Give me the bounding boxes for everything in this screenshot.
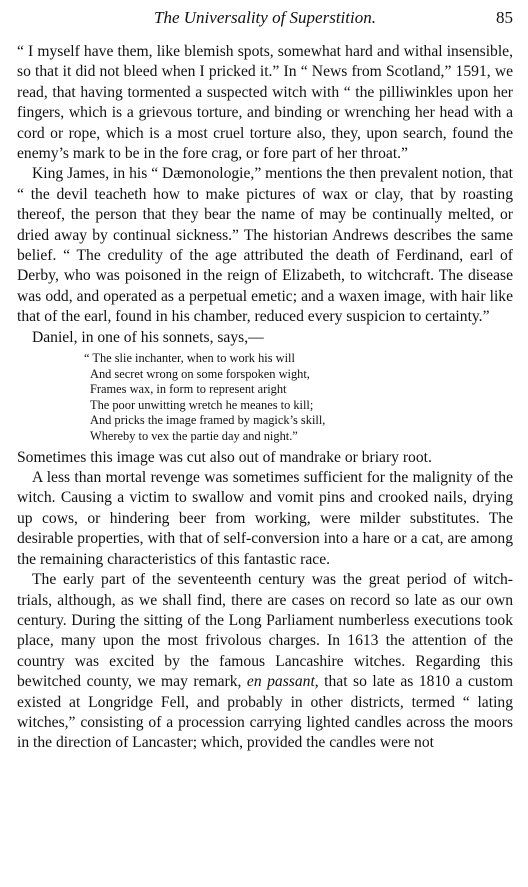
witch-trials-text-continued: that so late as 1810 a custom existed at Longridge Fell, and probably in other districts, termed “ lating witches,” consisting of a procession carrying lighted candles across the moors in the direction of Lancaster; which, provided the candles were not [17, 673, 513, 752]
body-text [17, 42, 513, 754]
page-number: 85 [496, 8, 513, 27]
sonnet-quotation [84, 351, 513, 445]
verse-line: And pricks the image framed by magick’s skill, [90, 413, 326, 428]
book-page [17, 6, 513, 754]
paragraph-revenge: A less than mortal revenge was sometimes sufficient for the malignity of the witch. Causing a victim to swallow and vomit pins and crooked nails, drying up cows, or hindering beer from working, were milder substitutes. The desirable properties, with that of self-conversion into a hare or a cat, are among the remaining characteristics of this fantastic race. [17, 469, 513, 568]
witch-trials-text: The early part of the seventeenth century was the great period of witch-trials, although, as we shall find, there are cases on record so late as our own century. During the sitting of the Long Parliament numberless executions took place, many upon the most frivolous charges. In 1613 the attention of the country was excited by the famous Lancashire witches. Regarding this bewitched county, we may remark, [17, 571, 513, 691]
paragraph-blemish-spots: “ I myself have them, like blemish spots, somewhat hard and withal insensible, so that it did not bleed when I pricked it.” In “ News from Scotland,” 1591, we read, that having tormented a suspected witch with “ the pilliwinkles upon her fingers, which is a grievous torture, and binding or wrenching her head with a cord or rope, which is a most cruel torture also, they, upon search, found the enemy’s mark to be in the fore crag, or fore part of her throat.” [17, 43, 513, 163]
paragraph-witch-trials [17, 570, 513, 754]
page-header [17, 6, 513, 32]
running-title: The Universality of Superstition. [154, 8, 376, 27]
verse-line: And secret wrong on some forspoken wight, [90, 366, 310, 381]
verse-line: The poor unwitting wretch he meanes to kill; [90, 397, 314, 412]
paragraph-daniel-intro: Daniel, in one of his sonnets, says,— [32, 328, 264, 346]
paragraph-daemonologie: King James, in his “ Dæmonologie,” mentions the then prevalent notion, that “ the devil teacheth how to make pictures of wax or clay, that by roasting thereof, the person that they bear the name of may be continually melted, or dried away by continual sickness.” The historian Andrews describes the same belief. “ The credulity of the age attributed the death of Ferdinand, earl of Derby, who was poisoned in the reign of Elizabeth, to witchcraft. The disease was odd, and operated as a perpetual emetic; and a waxen image, with hair like that of the earl, found in his chamber, reduced every suspicion to certainty.” [17, 165, 513, 326]
verse-line: Whereby to vex the partie day and night.” [90, 429, 298, 444]
italic-phrase: en passant, [246, 673, 319, 691]
verse-line: “ The slie inchanter, when to work his will [84, 351, 295, 366]
verse-line: Frames wax, in form to represent aright [90, 382, 287, 397]
paragraph-mandrake: Sometimes this image was cut also out of mandrake or briary root. [17, 448, 432, 466]
